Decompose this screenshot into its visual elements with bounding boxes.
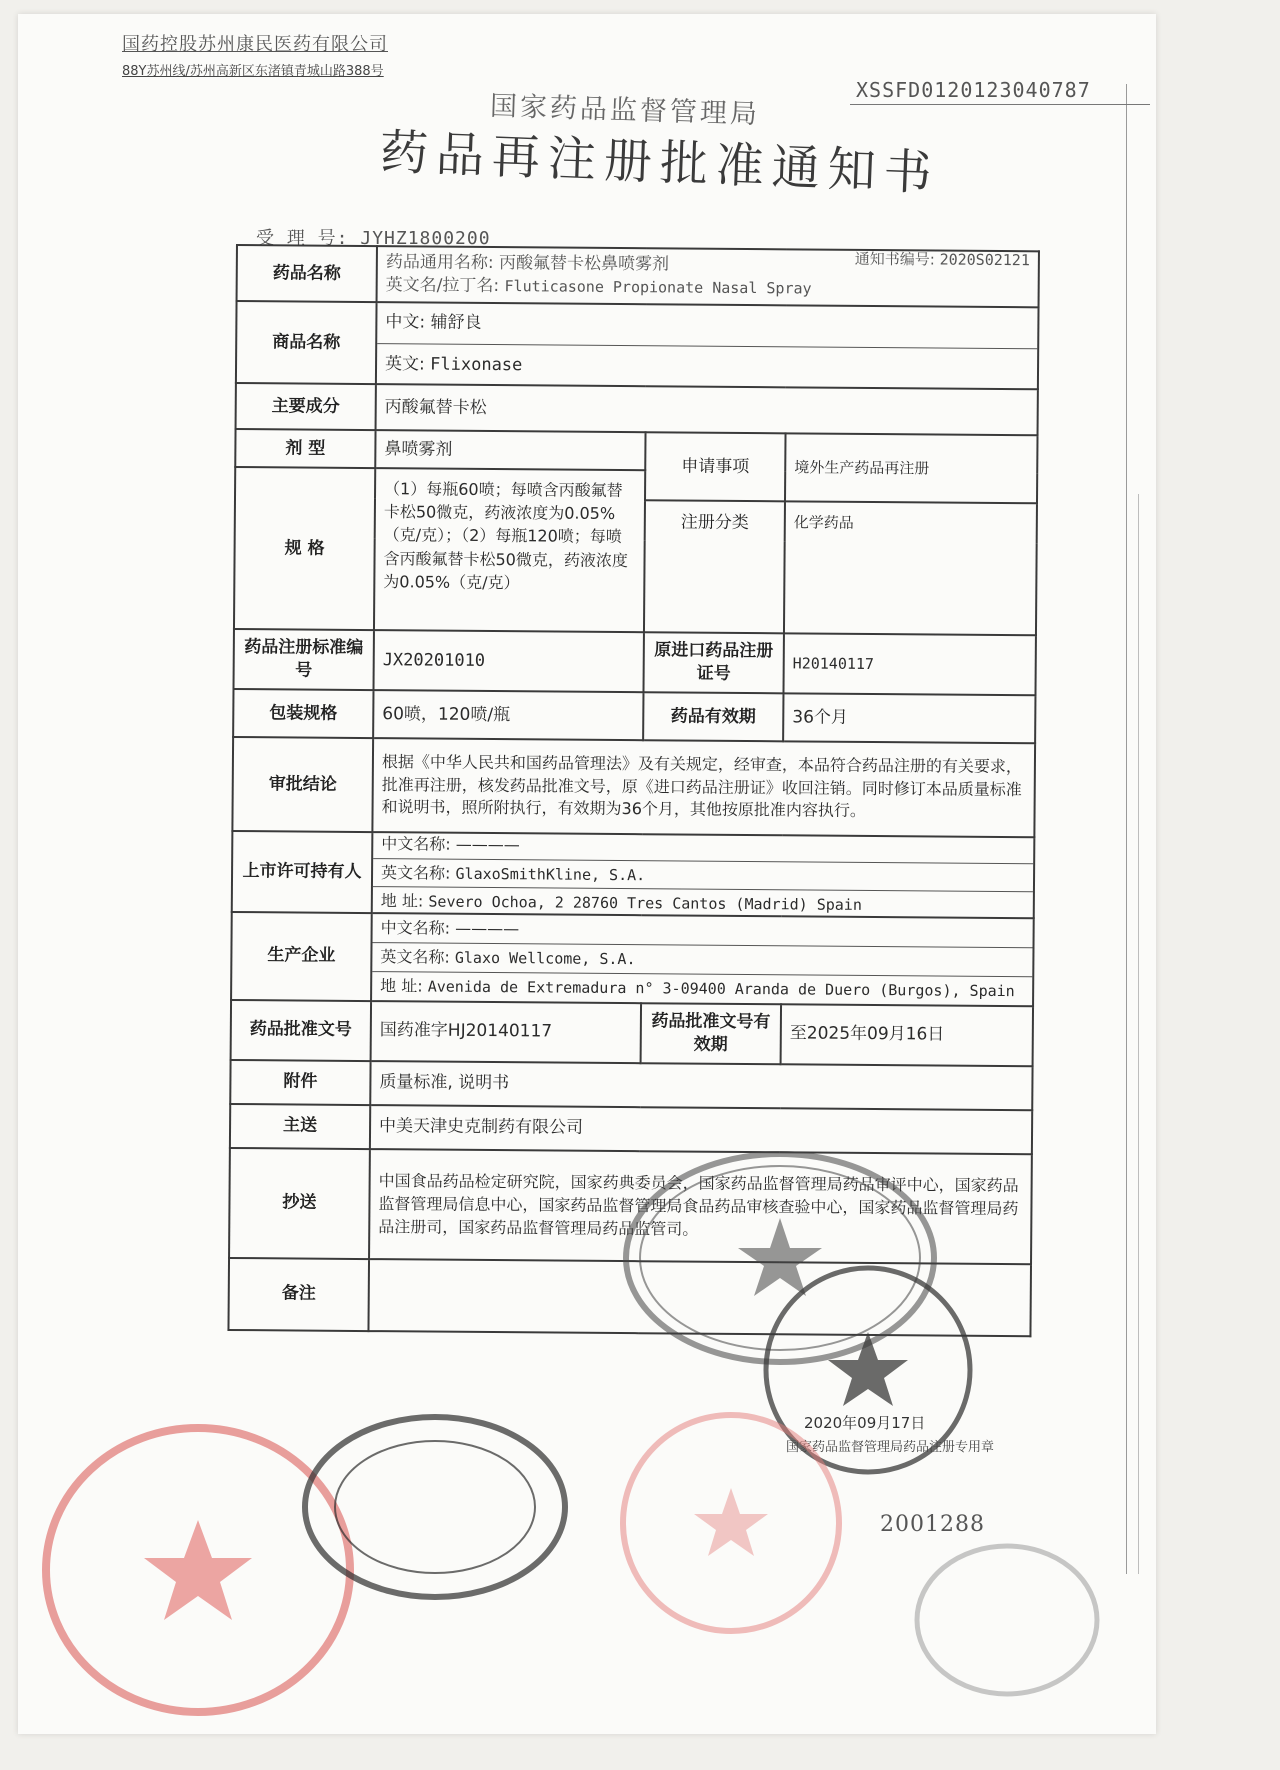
cell-approval-valid: 至2025年09月16日 [781,1004,1033,1066]
cell-drug-name [377,246,1039,307]
english-name-value: Fluticasone Propionate Nasal Spray [504,277,812,298]
row-approval [231,1000,1033,1066]
faint-seal-graphic [912,1540,1102,1700]
row-drug-name [237,245,1039,307]
trade-cn-value: 辅舒良 [430,312,482,333]
label-mah: 上市许可持有人 [232,831,373,913]
trailing-number: 2001288 [880,1512,985,1537]
trade-en-line [385,347,1029,387]
cell-manufacturer [371,913,1034,1006]
mah-addr-value: Severo Ochoa, 2 28760 Tres Cantos (Madrid) Spain [428,892,862,915]
label-category: 注册分类 [644,500,785,633]
trade-en-label: 英文: [384,353,425,374]
row-dosage-form [235,429,1037,473]
notice-number [855,249,1030,271]
cell-trade-name [376,302,1039,389]
scan-edge-line [1126,84,1127,1574]
label-conclusion: 审批结论 [232,737,373,832]
mfr-en-value: Glaxo Wellcome, S.A. [454,948,636,969]
label-dosage-form: 剂 型 [235,429,375,468]
inspection-seal-graphic [300,1412,570,1602]
cell-mah [372,832,1035,918]
label-manufacturer: 生产企业 [231,912,372,1001]
cell-cc: 中国食品药品检定研究院，国家药典委员会，国家药品监督管理局药品审评中心，国家药品监督管理局信息中心，国家药品监督管理局食品药品审核查验中心，国家药品监督管理局药品注册司，国家药品监督管理局药品监管司。 [369,1149,1032,1264]
cell-standard: JX20201010 [374,630,644,692]
mfr-en-line [380,946,1024,973]
row-mah [232,831,1035,918]
notice-label: 通知书编号: [854,249,935,269]
mfr-addr-label: 地 址: [380,975,423,996]
mah-en-value: GlaxoSmithKline, S.A. [455,864,646,884]
mfr-cn-label: 中文名称: [380,918,451,939]
label-standard: 药品注册标准编号 [234,629,374,690]
inspection-seal [300,1412,570,1602]
generic-name-label: 药品通用名称: [385,252,494,274]
cell-orig-cert: H20140117 [783,633,1035,695]
label-spec: 规 格 [234,467,375,630]
mah-cn-line [381,833,1025,860]
cell-approval: 国药准字HJ20140117 [371,1001,641,1063]
trade-en-value: Flixonase [430,354,523,375]
cell-package: 60喷，120喷/瓶 [373,690,643,740]
row-ingredient [236,383,1038,435]
row-standard [234,629,1036,695]
mah-en-line [381,862,1025,889]
header-address: 88Y苏州线/苏州高新区东渚镇青城山路388号 [122,64,384,79]
row-conclusion [232,737,1035,837]
trade-cn-line [385,305,1029,345]
mfr-cn-line [381,918,1025,945]
mfr-cn-value: ———— [455,919,520,939]
acceptance-value: JYHZ1800200 [360,228,491,249]
row-manufacturer [231,912,1034,1006]
english-name-label: 英文名/拉丁名: [385,275,500,297]
document-serial: XSSFD0120123040787 [856,78,1091,102]
row-main-recipient [230,1104,1032,1154]
mfr-addr-line [380,975,1024,1002]
cell-main-recipient: 中美天津史克制药有限公司 [370,1105,1032,1154]
label-validity: 药品有效期 [643,692,783,741]
header-company: 国药控股苏州康民医药有限公司 [122,34,388,55]
label-main-recipient: 主送 [230,1104,370,1149]
cell-attachment: 质量标准, 说明书 [370,1061,1032,1110]
cell-application: 境外生产药品再注册 [785,433,1038,503]
mah-en-label: 英文名称: [380,862,451,883]
label-application: 申请事项 [645,432,786,501]
row-package [233,689,1035,743]
faint-seal [912,1540,1102,1700]
cell-dosage-form: 鼻喷雾剂 [375,430,645,470]
cell-conclusion: 根据《中华人民共和国药品管理法》及有关规定，经审查，本品符合药品注册的有关要求，批准再注册，核发药品批准文号，原《进口药品注册证》收回注销。同时修订本品质量标准和说明书，照所附执行，有效期为36个月，其他按原批准内容执行。 [372,738,1035,837]
cell-category: 化学药品 [784,501,1037,635]
acceptance-label: 受 理 号: [256,228,349,249]
scan-edge-line [1138,494,1139,1574]
mfr-en-label: 英文名称: [380,947,450,967]
mah-addr-label: 地 址: [380,891,424,911]
pink-seal-graphic [616,1408,846,1638]
cell-ingredient: 丙酸氟替卡松 [376,384,1038,435]
label-cc: 抄送 [229,1148,370,1259]
issuing-agency: 国家药品监督管理局 [489,90,761,131]
label-trade-name: 商品名称 [236,301,377,384]
label-remarks: 备注 [228,1258,369,1331]
cell-validity: 36个月 [783,693,1035,743]
agency-seal-date: 2020年09月17日 [804,1414,926,1432]
mfr-addr-value: Avenida de Extremadura n° 3-09400 Aranda de Duero (Burgos), Spain [427,977,1015,1000]
label-orig-cert: 原进口药品注册证号 [643,632,783,693]
label-approval-valid: 药品批准文号有效期 [641,1003,781,1064]
trade-cn-label: 中文: [385,311,426,333]
cell-spec: （1）每瓶60喷；每喷含丙酸氟替卡松50微克，药液浓度为0.05%（克/克）；（2）每瓶120喷；每喷含丙酸氟替卡松50微克，药液浓度为0.05%（克/克） [374,468,645,632]
label-drug-name: 药品名称 [237,245,377,302]
pink-seal [616,1408,846,1638]
generic-name-value: 丙酸氟替卡松鼻喷雾剂 [498,253,670,275]
serial-underline [850,104,1150,105]
agency-seal-label: 国家药品监督管理局药品注册专用章 [786,1440,995,1455]
label-package: 包装规格 [233,689,373,738]
row-trade-name [236,301,1039,389]
label-attachment: 附件 [230,1060,370,1105]
page-title: 药品再注册批准通知书 [378,124,941,202]
mah-cn-value: ———— [455,834,520,855]
label-approval: 药品批准文号 [231,1000,371,1061]
notice-value: 2020S02121 [939,250,1030,270]
label-ingredient: 主要成分 [236,383,376,430]
row-attachment [230,1060,1032,1110]
mah-cn-label: 中文名称: [381,834,451,854]
